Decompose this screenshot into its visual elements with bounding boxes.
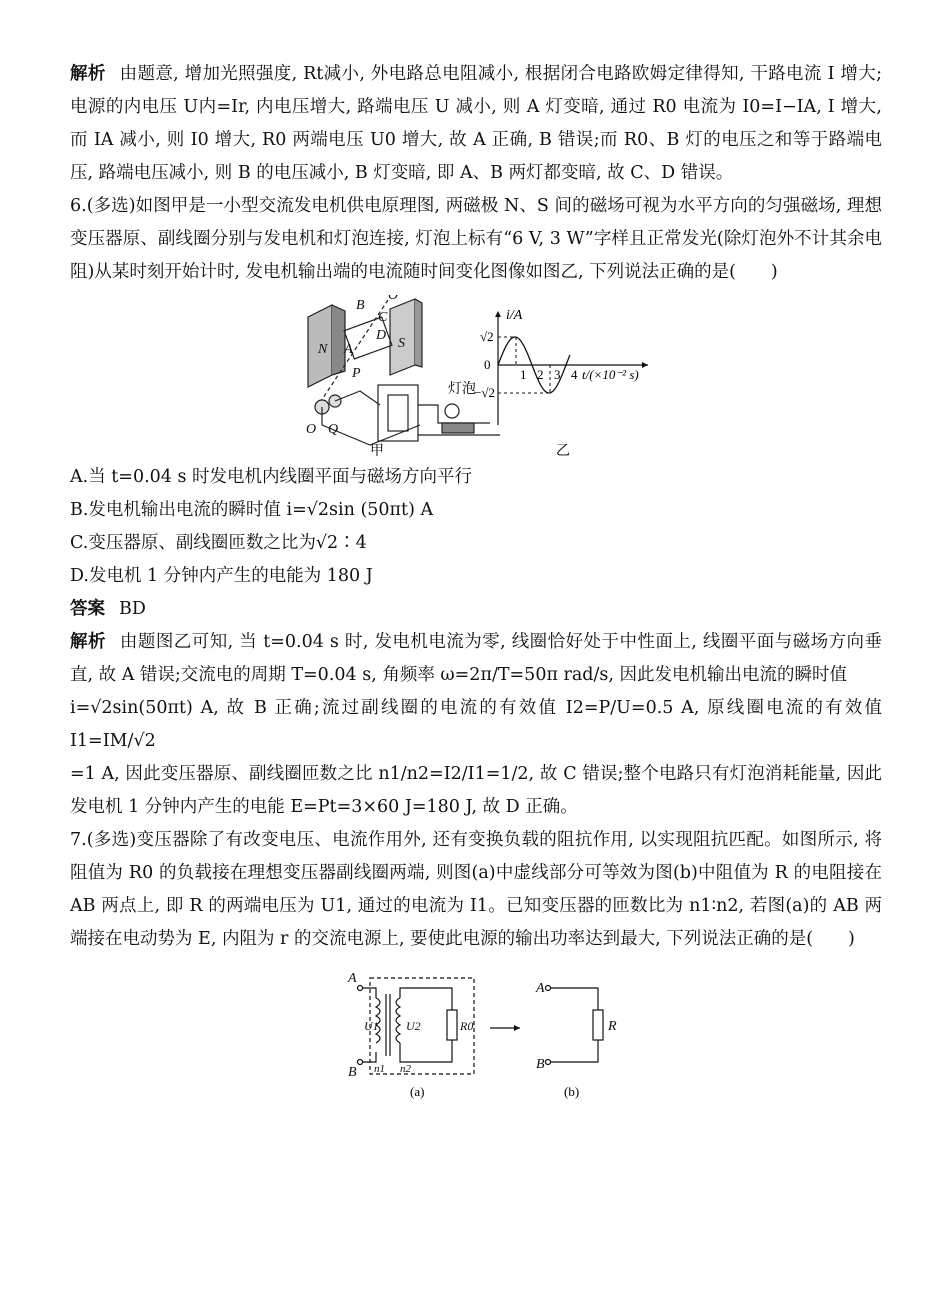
- caption-a: (a): [410, 1084, 425, 1099]
- analysis-1-text: 由题意, 增加光照强度, Rt减小, 外电路总电阻减小, 根据闭合电路欧姆定律得知, 干路电流 I 增大;电源的内电压 U内=Ir, 内电压增大, 路端电压 U 减小, 则 A 灯变暗, 通过 R0 电流为 I0=I−IA, I 增大, 而 IA 减小, 则 I0 增大, R0 两端电压 U0 增大, 故 A 正确, B 错误;而 R0、B 灯的电压之和等于路端电压, 路端电压减小, 则 B 的电压减小, B 灯变暗, 即 A、B 两灯都变暗, 故 C、D 错误。: [70, 64, 882, 183]
- origin-label: 0: [484, 357, 491, 372]
- analysis-6-line-1: [70, 626, 882, 692]
- y-tick-pos: √2: [480, 329, 494, 344]
- label-p: P: [352, 366, 361, 381]
- question-7-figure: [70, 964, 882, 1104]
- fig-b-label-b: B: [536, 1057, 545, 1072]
- question-6-stem: 6.(多选)如图甲是一小型交流发电机供电原理图, 两磁极 N、S 间的磁场可视为水平方向的匀强磁场, 理想变压器原、副线圈分别与发电机和灯泡连接, 灯泡上标有“6 V, 3 W”字样且正常发光(除灯泡外不计其余电阻)从某时刻开始计时, 发电机输出端的电流随时间变化图像如图乙, 下列说法正确的是( ): [70, 196, 882, 282]
- label-n: N: [318, 342, 328, 357]
- analysis-6-line-2: i=√2sin(50πt) A, 故 B 正确;流过副线圈的电流的有效值 I2=P/U=0.5 A, 原线圈电流的有效值 I1=IM/√2: [70, 698, 882, 751]
- option-a: A.当 t=0.04 s 时发电机内线圈平面与磁场方向平行: [70, 467, 473, 487]
- x-tick-4: 4: [571, 367, 578, 382]
- label-o: O: [306, 422, 317, 437]
- analysis-6-text-1: 由题图乙可知, 当 t=0.04 s 时, 发电机电流为零, 线圈恰好处于中性面上, 线圈平面与磁场方向垂直, 故 A 错误;交流电的周期 T=0.04 s, 角频率 ω=2π/T=50π rad/s, 因此发电机输出电流的瞬时值: [70, 632, 882, 685]
- figure-7-svg: [70, 964, 882, 1104]
- transformer: [378, 385, 418, 441]
- fig-a-label-n2: n2: [400, 1063, 411, 1075]
- fig-a-label-r0: R0: [460, 1019, 474, 1033]
- label-o-prime: O′: [388, 295, 402, 303]
- secondary-coil: [396, 998, 400, 1043]
- label-d: D: [376, 328, 387, 343]
- analysis-6-line-3: =1 A, 因此变压器原、副线圈匝数之比 n1/n2=I2/I1=1/2, 故 C 错误;整个电路只有灯泡消耗能量, 因此发电机 1 分钟内产生的电能 E=Pt=3×60 J=180 J, 故 D 正确。: [70, 764, 882, 817]
- answer-6-label: 答案: [70, 599, 105, 619]
- resistor-r: [593, 1010, 603, 1040]
- x-tick-1: 1: [520, 367, 527, 382]
- option-c: C.变压器原、副线圈匝数之比为√2∶4: [70, 533, 367, 553]
- bulb-icon: [445, 404, 459, 418]
- question-7-stem: 7.(多选)变压器除了有改变电压、电流作用外, 还有变换负载的阻抗作用, 以实现阻抗匹配。如图所示, 将阻值为 R0 的负载接在理想变压器副线圈两端, 则图(a)中虚线部分可等效为图(b)中阻值为 R 的电阻接在 AB 两点上, 即 R 的两端电压为 U1, 通过的电流为 I1。已知变压器的匝数比为 n1∶n2, 若图(a)的 AB 两端接在电动势为 E, 内阻为 r 的交流电源上, 要使此电源的输出功率达到最大, 下列说法正确的是( ): [70, 830, 882, 949]
- current-graph: [474, 308, 648, 457]
- question-6-figure: [70, 295, 882, 457]
- label-c: C: [378, 310, 388, 325]
- resistor-r0: [447, 1010, 457, 1040]
- analysis-1: [70, 58, 882, 190]
- x-label: t/(×10⁻² s): [582, 367, 639, 382]
- y-label: i/A: [506, 308, 523, 323]
- answer-6-value: BD: [119, 599, 146, 619]
- analysis-1-label: 解析: [70, 64, 106, 84]
- label-bulb: 灯泡: [448, 382, 476, 397]
- option-d: D.发电机 1 分钟内产生的电能为 180 J: [70, 566, 373, 586]
- caption-b: (b): [564, 1084, 580, 1099]
- label-a: A: [344, 342, 353, 357]
- x-tick-3: 3: [554, 367, 561, 382]
- figure-6-svg: [70, 295, 882, 457]
- fig-b-label-a: A: [536, 981, 545, 996]
- fig-a-label-a: A: [348, 971, 357, 986]
- caption-yi: 乙: [556, 444, 570, 457]
- x-tick-2: 2: [537, 367, 544, 382]
- fig-b-label-r: R: [608, 1019, 617, 1034]
- fig-a-label-b: B: [348, 1065, 357, 1080]
- label-s: S: [398, 336, 405, 351]
- y-tick-neg: −√2: [474, 385, 495, 400]
- fig-a-label-u1: U1: [364, 1019, 379, 1033]
- label-q: Q: [328, 422, 339, 437]
- caption-jia: 甲: [370, 444, 384, 457]
- label-b: B: [356, 298, 365, 313]
- analysis-6-label: 解析: [70, 632, 106, 652]
- option-b: B.发电机输出电流的瞬时值 i=√2sin (50πt) A: [70, 500, 434, 520]
- fig-a-label-u2: U2: [406, 1019, 421, 1033]
- answer-6: [70, 593, 882, 626]
- fig-a-label-n1: n1: [374, 1063, 385, 1075]
- document-page: [70, 58, 882, 1104]
